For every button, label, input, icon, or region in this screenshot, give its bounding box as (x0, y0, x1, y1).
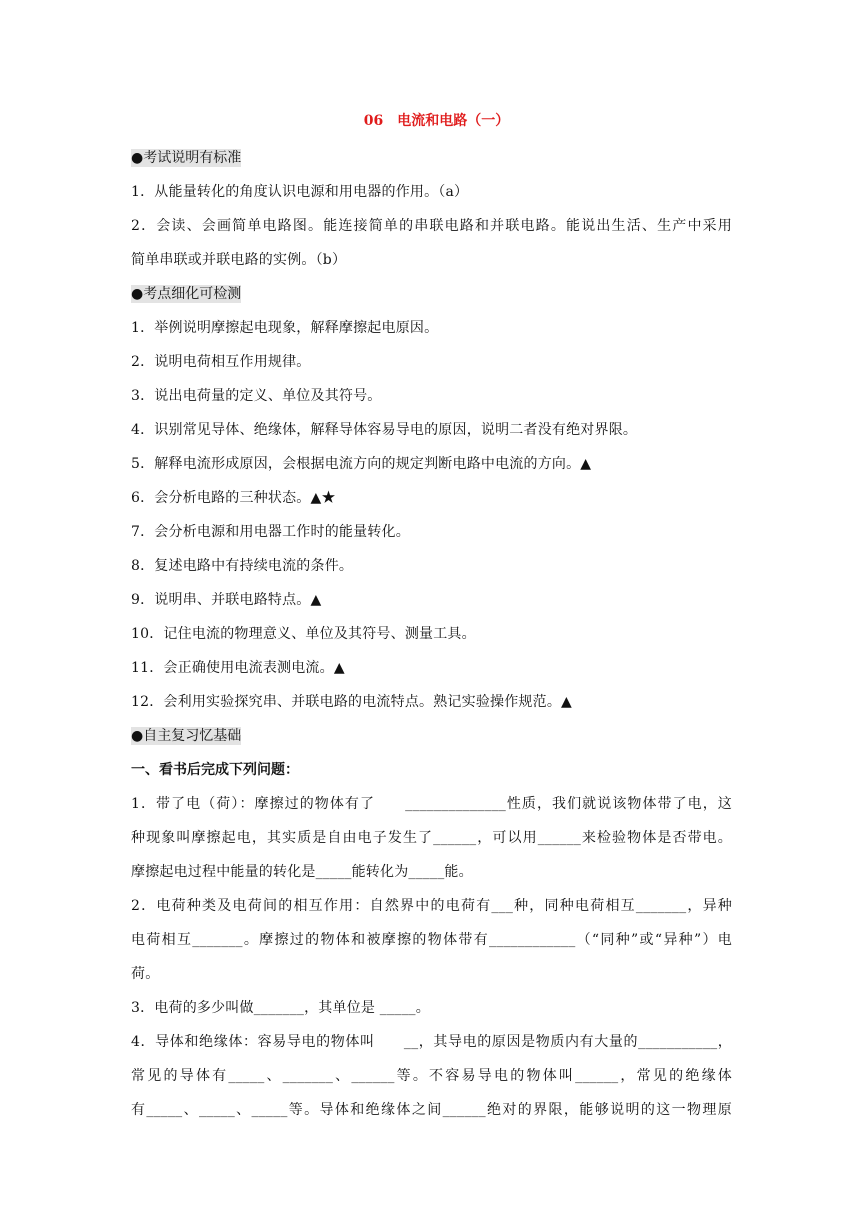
list-item: 9．说明串、并联电路特点。▲ (131, 592, 322, 608)
question-line: 种现象叫摩擦起电，其实质是自由电子发生了______，可以用______来检验物体是否带电。 (131, 830, 732, 846)
section-header-exam-standards (131, 141, 732, 175)
list-item: 12．会利用实验探究串、并联电路的电流特点。熟记实验操作规范。▲ (131, 694, 572, 710)
question-line: 有_____、_____、_____等。导体和绝缘体之间______绝对的界限，能够说明的这一物理原 (131, 1102, 732, 1118)
section-header-self-review (131, 719, 732, 753)
page-title: 06 电流和电路（一） (363, 113, 510, 129)
question-line: 3．电荷的多少叫做_______，其单位是 _____。 (131, 1000, 430, 1016)
list-item: 2．会读、会画简单电路图。能连接简单的串联电路和并联电路。能说出生活、生产中采用 (131, 218, 732, 234)
list-item: 3．说出电荷量的定义、单位及其符号。 (131, 388, 382, 404)
question-line: 常见的导体有_____、_______、______等。不容易导电的物体叫______，常见的绝缘体 (131, 1068, 732, 1084)
question-line: 1．带了电（荷）：摩擦过的物体有了 ______________性质，我们就说该物体带了电，这 (131, 796, 732, 812)
list-item: 8．复述电路中有持续电流的条件。 (131, 558, 354, 574)
question-line: 2．电荷种类及电荷间的相互作用：自然界中的电荷有___种，同种电荷相互_______，异种 (131, 898, 732, 914)
section-label: ●考试说明有标准 (131, 150, 242, 166)
list-item: 4．识别常见导体、绝缘体，解释导体容易导电的原因，说明二者没有绝对界限。 (131, 422, 638, 438)
list-item: 10．记住电流的物理意义、单位及其符号、测量工具。 (131, 626, 476, 642)
list-item: 简单串联或并联电路的实例。（b） (131, 252, 347, 268)
list-item: 7．会分析电源和用电器工作时的能量转化。 (131, 524, 410, 540)
list-item: 6．会分析电路的三种状态。▲★ (131, 490, 336, 506)
list-item: 1．从能量转化的角度认识电源和用电器的作用。（a） (131, 184, 469, 200)
list-item: 1．举例说明摩擦起电现象，解释摩擦起电原因。 (131, 320, 439, 336)
section-label: ●考点细化可检测 (131, 286, 242, 302)
question-line: 摩擦起电过程中能量的转化是_____能转化为_____能。 (131, 864, 473, 880)
section-label: ●自主复习忆基础 (131, 728, 242, 744)
question-line: 荷。 (131, 966, 160, 982)
section-header-detailed-points (131, 277, 732, 311)
list-item: 2．说明电荷相互作用规律。 (131, 354, 311, 370)
list-item: 11．会正确使用电流表测电流。▲ (131, 660, 345, 676)
list-item: 5．解释电流形成原因，会根据电流方向的规定判断电路中电流的方向。▲ (131, 456, 592, 472)
subsection-heading: 一、看书后完成下列问题： (131, 762, 299, 778)
question-line: 电荷相互_______。摩擦过的物体和被摩擦的物体带有____________（“同种”或“异种”）电 (131, 932, 732, 948)
question-line: 4．导体和绝缘体：容易导电的物体叫 __，其导电的原因是物质内有大量的___________， (131, 1034, 732, 1050)
